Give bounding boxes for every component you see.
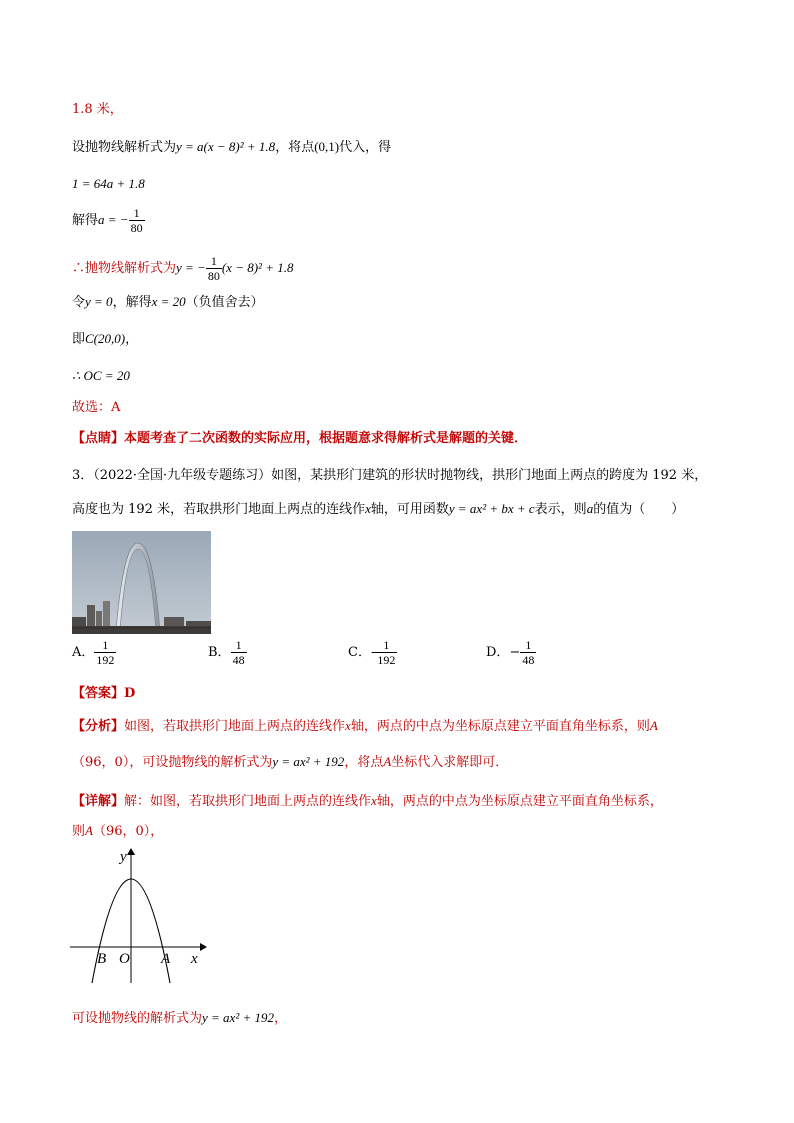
answer: 【答案】D — [72, 686, 136, 701]
point: (0,1) — [314, 139, 340, 154]
equation: y = a(x − 8)² + 1.8 — [176, 139, 276, 154]
parabola-graph — [70, 845, 215, 985]
option-d[interactable]: D．− $\frac{1}{48}$ — [486, 638, 535, 667]
x-axis-label: x — [191, 951, 198, 967]
equation: 1 = 64a + 1.8 — [72, 176, 145, 191]
option-c[interactable]: C．- $\frac{1}{192}$ — [348, 638, 396, 667]
origin-label: O — [119, 951, 130, 967]
text-line: 解得a = − $\frac{1}{80}$ — [72, 206, 143, 235]
text-line: 1.8 米， — [72, 102, 123, 117]
question-text: 3．（2022·全国·九年级专题练习）如图，某拱形门建筑的形状时抛物线，拱形门地面上两点的跨度为 192 米， — [72, 468, 708, 483]
option-b[interactable]: B． $\frac{1}{48}$ — [208, 638, 245, 667]
text-line: 设抛物线解析式为y = a(x − 8)² + 1.8，将点(0,1)代入，得 — [72, 139, 392, 155]
question-text: 高度也为 192 米，若取拱形门地面上两点的连线作x轴，可用函数y = ax² + bx + c表示，则a的值为（ ） — [72, 501, 685, 517]
analysis: （96，0），可设抛物线的解析式为y = ax² + 192，将点A坐标代入求解即可． — [72, 754, 509, 770]
arch-photo — [72, 531, 211, 634]
fraction: $\frac{1}{80}$ — [207, 254, 220, 283]
text-line: ∴抛物线解析式为y = − $\frac{1}{80}$ (x − 8)² + 1.8 — [72, 254, 294, 283]
fraction: $\frac{1}{80}$ — [130, 206, 143, 235]
text-line: 令y = 0，解得x = 20（负值舍去） — [72, 294, 264, 310]
text-line: 即C(20,0)， — [72, 331, 139, 347]
y-axis-label: y — [120, 849, 127, 865]
text-line: 故选：A — [72, 400, 121, 415]
text-line: ∴ OC = 20 — [72, 368, 130, 383]
text-line: 可设抛物线的解析式为y = ax² + 192， — [72, 1010, 288, 1026]
analysis: 【分析】如图，若取拱形门地面上两点的连线作x轴，两点的中点为坐标原点建立平面直角坐标系，则A — [72, 718, 658, 734]
point-a-label: A — [161, 951, 171, 967]
option-a[interactable]: A． $\frac{1}{192}$ — [72, 638, 115, 667]
detail: 【详解】解：如图，若取拱形门地面上两点的连线作x轴，两点的中点为坐标原点建立平面直角坐标系， — [72, 793, 663, 809]
point-b-label: B — [97, 951, 107, 967]
key-point: 【点睛】本题考查了二次函数的实际应用，根据题意求得解析式是解题的关键． — [72, 431, 528, 446]
detail: 则A（96，0）， — [72, 823, 164, 839]
